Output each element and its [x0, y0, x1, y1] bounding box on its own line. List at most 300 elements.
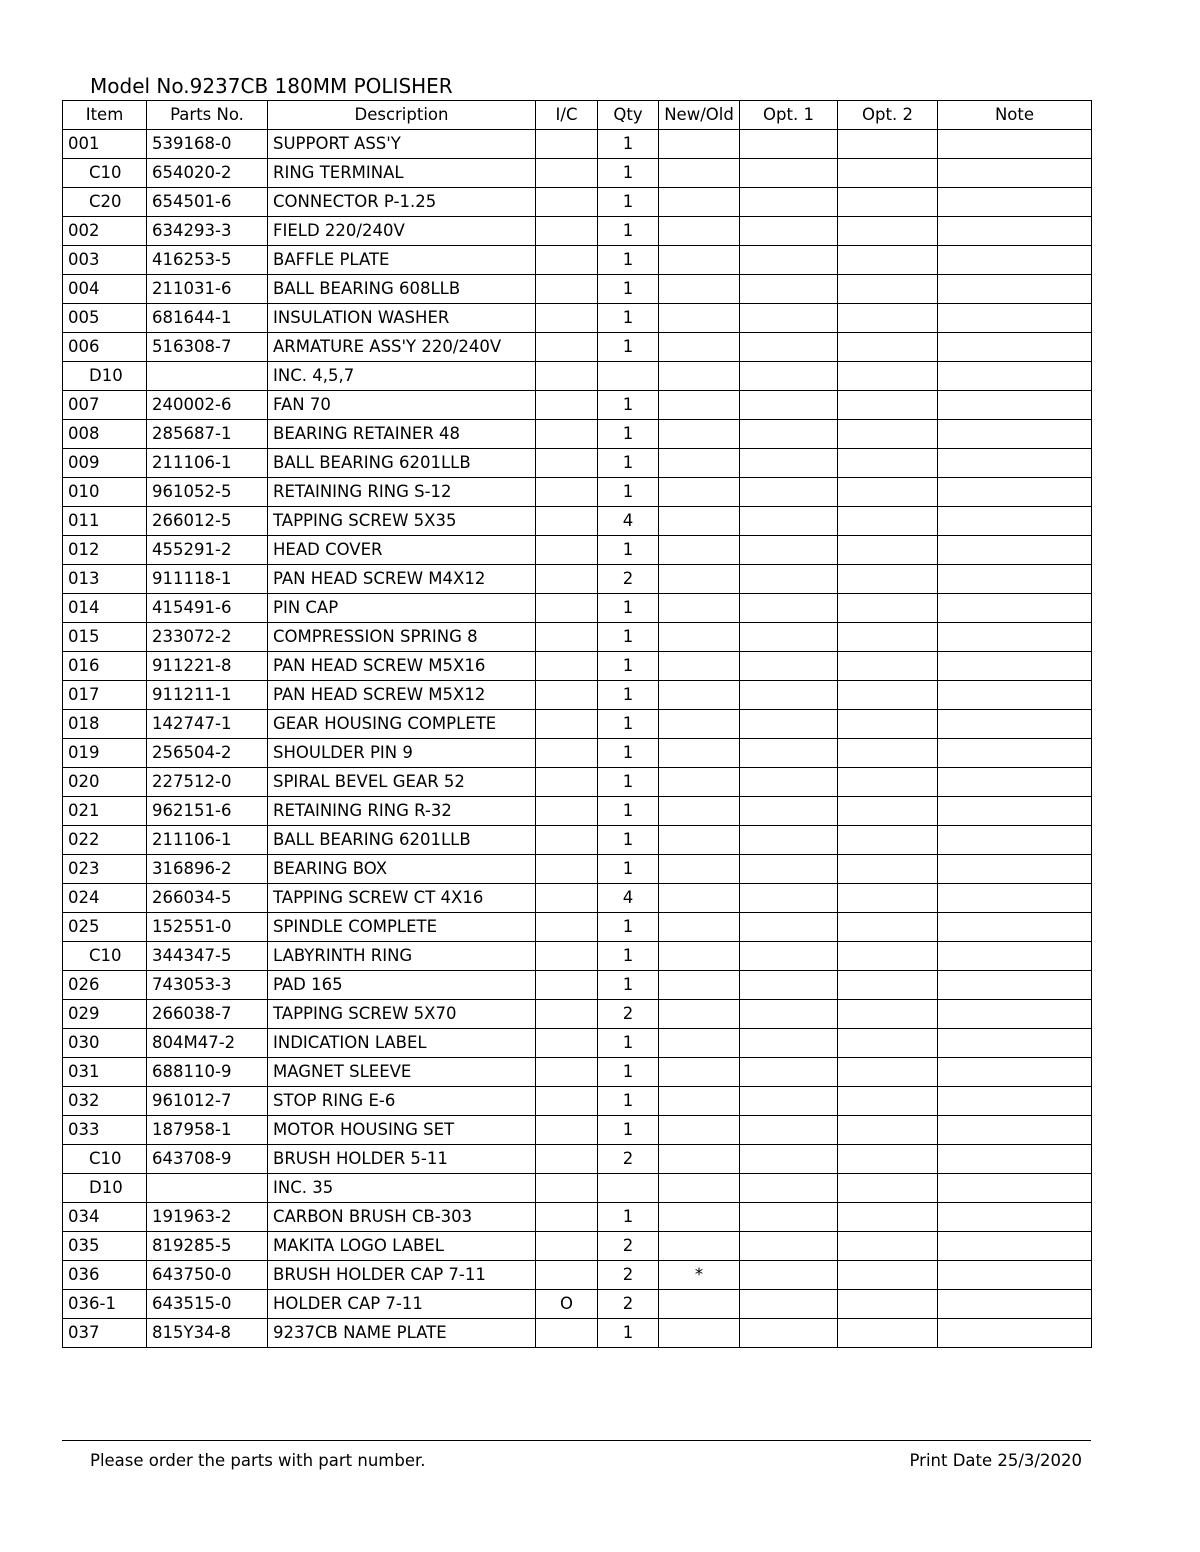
cell-opt-2 — [838, 1261, 938, 1290]
cell-description: INC. 4,5,7 — [268, 362, 536, 391]
cell-description: ARMATURE ASS'Y 220/240V — [268, 333, 536, 362]
cell-qty: 1 — [598, 739, 659, 768]
cell-opt-1 — [740, 420, 838, 449]
cell-parts-no: 142747-1 — [147, 710, 268, 739]
cell-description: PAN HEAD SCREW M5X12 — [268, 681, 536, 710]
cell-ic — [536, 217, 598, 246]
cell-item: 033 — [63, 1116, 147, 1145]
cell-parts-no: 654501-6 — [147, 188, 268, 217]
table-row — [63, 1203, 1092, 1232]
cell-opt-2 — [838, 565, 938, 594]
column-header-item: Item — [63, 101, 147, 130]
table-row — [63, 362, 1092, 391]
cell-item: 021 — [63, 797, 147, 826]
table-row — [63, 1319, 1092, 1348]
table-row — [63, 652, 1092, 681]
cell-new-old — [659, 391, 740, 420]
cell-new-old — [659, 565, 740, 594]
cell-qty: 1 — [598, 159, 659, 188]
cell-note — [938, 1087, 1092, 1116]
cell-opt-2 — [838, 1087, 938, 1116]
cell-qty: 1 — [598, 1058, 659, 1087]
table-row — [63, 913, 1092, 942]
cell-opt-1 — [740, 536, 838, 565]
cell-description: SUPPORT ASS'Y — [268, 130, 536, 159]
cell-opt-1 — [740, 710, 838, 739]
cell-description: BRUSH HOLDER 5-11 — [268, 1145, 536, 1174]
cell-opt-1 — [740, 623, 838, 652]
cell-qty: 1 — [598, 971, 659, 1000]
cell-note — [938, 130, 1092, 159]
cell-description: HEAD COVER — [268, 536, 536, 565]
column-header-qty: Qty — [598, 101, 659, 130]
cell-description: TAPPING SCREW 5X70 — [268, 1000, 536, 1029]
cell-description: FIELD 220/240V — [268, 217, 536, 246]
cell-parts-no: 654020-2 — [147, 159, 268, 188]
cell-ic — [536, 1000, 598, 1029]
cell-ic — [536, 159, 598, 188]
cell-note — [938, 623, 1092, 652]
cell-description: INSULATION WASHER — [268, 304, 536, 333]
table-row — [63, 623, 1092, 652]
cell-qty: 1 — [598, 942, 659, 971]
parts-table-body — [63, 130, 1092, 1348]
cell-item: 018 — [63, 710, 147, 739]
cell-qty: 1 — [598, 1029, 659, 1058]
table-row — [63, 449, 1092, 478]
cell-item: 006 — [63, 333, 147, 362]
cell-description: INC. 35 — [268, 1174, 536, 1203]
cell-note — [938, 362, 1092, 391]
cell-ic — [536, 536, 598, 565]
cell-note — [938, 681, 1092, 710]
table-row — [63, 1116, 1092, 1145]
cell-qty: 1 — [598, 1087, 659, 1116]
cell-qty: 1 — [598, 536, 659, 565]
cell-ic — [536, 1029, 598, 1058]
cell-ic — [536, 1116, 598, 1145]
cell-description: CONNECTOR P-1.25 — [268, 188, 536, 217]
cell-item: 016 — [63, 652, 147, 681]
cell-qty — [598, 362, 659, 391]
cell-parts-no: 240002-6 — [147, 391, 268, 420]
cell-opt-1 — [740, 1232, 838, 1261]
cell-parts-no: 316896-2 — [147, 855, 268, 884]
cell-opt-2 — [838, 246, 938, 275]
cell-item: C20 — [63, 188, 147, 217]
cell-parts-no — [147, 1174, 268, 1203]
cell-qty: 1 — [598, 623, 659, 652]
cell-qty: 2 — [598, 1000, 659, 1029]
cell-new-old — [659, 623, 740, 652]
cell-description: STOP RING E-6 — [268, 1087, 536, 1116]
cell-new-old — [659, 1203, 740, 1232]
cell-ic — [536, 623, 598, 652]
cell-opt-1 — [740, 304, 838, 333]
table-row — [63, 884, 1092, 913]
cell-opt-2 — [838, 768, 938, 797]
cell-new-old — [659, 768, 740, 797]
cell-qty: 2 — [598, 1232, 659, 1261]
cell-new-old — [659, 971, 740, 1000]
cell-parts-no: 211031-6 — [147, 275, 268, 304]
cell-parts-no — [147, 362, 268, 391]
cell-ic — [536, 768, 598, 797]
cell-note — [938, 159, 1092, 188]
table-row — [63, 1145, 1092, 1174]
cell-opt-1 — [740, 1290, 838, 1319]
cell-note — [938, 1174, 1092, 1203]
cell-item: 019 — [63, 739, 147, 768]
cell-opt-2 — [838, 420, 938, 449]
cell-ic — [536, 652, 598, 681]
cell-description: LABYRINTH RING — [268, 942, 536, 971]
cell-opt-1 — [740, 884, 838, 913]
cell-opt-1 — [740, 217, 838, 246]
cell-note — [938, 739, 1092, 768]
cell-item: 002 — [63, 217, 147, 246]
table-row — [63, 1174, 1092, 1203]
cell-new-old — [659, 536, 740, 565]
cell-opt-1 — [740, 478, 838, 507]
cell-ic — [536, 1087, 598, 1116]
cell-description: PAN HEAD SCREW M4X12 — [268, 565, 536, 594]
cell-note — [938, 333, 1092, 362]
cell-item: 010 — [63, 478, 147, 507]
table-row — [63, 217, 1092, 246]
cell-note — [938, 217, 1092, 246]
cell-opt-2 — [838, 739, 938, 768]
cell-description: BRUSH HOLDER CAP 7-11 — [268, 1261, 536, 1290]
cell-new-old — [659, 333, 740, 362]
cell-qty: 1 — [598, 304, 659, 333]
cell-note — [938, 1290, 1092, 1319]
cell-description: BALL BEARING 6201LLB — [268, 449, 536, 478]
cell-item: 034 — [63, 1203, 147, 1232]
cell-opt-1 — [740, 1145, 838, 1174]
cell-new-old — [659, 1116, 740, 1145]
cell-opt-1 — [740, 362, 838, 391]
cell-opt-2 — [838, 478, 938, 507]
table-row — [63, 1058, 1092, 1087]
cell-new-old — [659, 1232, 740, 1261]
cell-new-old — [659, 420, 740, 449]
cell-ic — [536, 188, 598, 217]
cell-new-old — [659, 217, 740, 246]
cell-opt-2 — [838, 1232, 938, 1261]
cell-opt-1 — [740, 739, 838, 768]
cell-item: 015 — [63, 623, 147, 652]
cell-item: 025 — [63, 913, 147, 942]
cell-opt-2 — [838, 333, 938, 362]
cell-description: FAN 70 — [268, 391, 536, 420]
cell-qty: 1 — [598, 188, 659, 217]
cell-description: CARBON BRUSH CB-303 — [268, 1203, 536, 1232]
cell-note — [938, 826, 1092, 855]
cell-new-old — [659, 855, 740, 884]
cell-ic — [536, 275, 598, 304]
cell-item: D10 — [63, 1174, 147, 1203]
cell-new-old — [659, 304, 740, 333]
cell-opt-1 — [740, 507, 838, 536]
cell-note — [938, 1145, 1092, 1174]
cell-description: MOTOR HOUSING SET — [268, 1116, 536, 1145]
cell-qty: 1 — [598, 1116, 659, 1145]
cell-opt-2 — [838, 1203, 938, 1232]
table-row — [63, 565, 1092, 594]
cell-ic — [536, 1145, 598, 1174]
cell-new-old — [659, 507, 740, 536]
cell-qty: 1 — [598, 826, 659, 855]
cell-opt-2 — [838, 826, 938, 855]
cell-qty — [598, 1174, 659, 1203]
cell-note — [938, 188, 1092, 217]
table-row — [63, 478, 1092, 507]
table-row — [63, 710, 1092, 739]
cell-parts-no: 643750-0 — [147, 1261, 268, 1290]
cell-opt-1 — [740, 855, 838, 884]
cell-opt-2 — [838, 304, 938, 333]
cell-note — [938, 478, 1092, 507]
cell-note — [938, 507, 1092, 536]
cell-qty: 1 — [598, 710, 659, 739]
cell-item: 031 — [63, 1058, 147, 1087]
cell-opt-2 — [838, 536, 938, 565]
table-row — [63, 942, 1092, 971]
cell-opt-1 — [740, 768, 838, 797]
cell-note — [938, 710, 1092, 739]
cell-opt-1 — [740, 565, 838, 594]
cell-ic — [536, 855, 598, 884]
table-row — [63, 333, 1092, 362]
column-header-note: Note — [938, 101, 1092, 130]
cell-new-old — [659, 478, 740, 507]
table-row — [63, 739, 1092, 768]
cell-opt-2 — [838, 942, 938, 971]
cell-description: BALL BEARING 6201LLB — [268, 826, 536, 855]
cell-description: BAFFLE PLATE — [268, 246, 536, 275]
cell-opt-1 — [740, 797, 838, 826]
cell-new-old — [659, 1319, 740, 1348]
column-header-parts-no: Parts No. — [147, 101, 268, 130]
cell-parts-no: 152551-0 — [147, 913, 268, 942]
cell-new-old — [659, 1290, 740, 1319]
cell-parts-no: 266038-7 — [147, 1000, 268, 1029]
column-header-description: Description — [268, 101, 536, 130]
cell-opt-2 — [838, 681, 938, 710]
cell-parts-no: 285687-1 — [147, 420, 268, 449]
footer-divider — [62, 1440, 1091, 1441]
cell-item: 013 — [63, 565, 147, 594]
cell-new-old — [659, 1000, 740, 1029]
cell-opt-2 — [838, 1319, 938, 1348]
cell-parts-no: 962151-6 — [147, 797, 268, 826]
cell-note — [938, 971, 1092, 1000]
cell-new-old: * — [659, 1261, 740, 1290]
cell-parts-no: 211106-1 — [147, 449, 268, 478]
table-row — [63, 855, 1092, 884]
cell-item: 007 — [63, 391, 147, 420]
cell-item: 037 — [63, 1319, 147, 1348]
cell-parts-no: 266012-5 — [147, 507, 268, 536]
cell-item: 029 — [63, 1000, 147, 1029]
cell-note — [938, 275, 1092, 304]
cell-opt-1 — [740, 1174, 838, 1203]
table-row — [63, 826, 1092, 855]
cell-opt-1 — [740, 1116, 838, 1145]
cell-description: PIN CAP — [268, 594, 536, 623]
cell-item: 005 — [63, 304, 147, 333]
cell-qty: 4 — [598, 507, 659, 536]
table-header-row — [63, 101, 1092, 130]
cell-opt-1 — [740, 188, 838, 217]
cell-ic — [536, 681, 598, 710]
cell-qty: 1 — [598, 652, 659, 681]
table-row — [63, 971, 1092, 1000]
cell-opt-2 — [838, 1029, 938, 1058]
cell-item: 004 — [63, 275, 147, 304]
cell-qty: 1 — [598, 1319, 659, 1348]
cell-item: 009 — [63, 449, 147, 478]
cell-qty: 2 — [598, 1290, 659, 1319]
cell-item: C10 — [63, 1145, 147, 1174]
cell-parts-no: 815Y34-8 — [147, 1319, 268, 1348]
cell-item: 001 — [63, 130, 147, 159]
cell-opt-1 — [740, 333, 838, 362]
page-title: Model No.9237CB 180MM POLISHER — [90, 74, 453, 98]
cell-opt-1 — [740, 971, 838, 1000]
cell-parts-no: 211106-1 — [147, 826, 268, 855]
cell-description: BEARING BOX — [268, 855, 536, 884]
cell-opt-1 — [740, 652, 838, 681]
cell-note — [938, 1058, 1092, 1087]
cell-item: 020 — [63, 768, 147, 797]
cell-opt-2 — [838, 130, 938, 159]
column-header-new-old: New/Old — [659, 101, 740, 130]
cell-item: 012 — [63, 536, 147, 565]
cell-opt-1 — [740, 246, 838, 275]
cell-opt-2 — [838, 362, 938, 391]
cell-note — [938, 1000, 1092, 1029]
table-row — [63, 159, 1092, 188]
cell-description: RETAINING RING R-32 — [268, 797, 536, 826]
cell-parts-no: 911118-1 — [147, 565, 268, 594]
cell-ic — [536, 1232, 598, 1261]
cell-description: PAD 165 — [268, 971, 536, 1000]
cell-opt-2 — [838, 449, 938, 478]
column-header-opt-2: Opt. 2 — [838, 101, 938, 130]
cell-qty: 1 — [598, 478, 659, 507]
cell-opt-1 — [740, 1319, 838, 1348]
footer-note: Please order the parts with part number. — [90, 1451, 426, 1470]
cell-parts-no: 539168-0 — [147, 130, 268, 159]
cell-opt-1 — [740, 1203, 838, 1232]
cell-new-old — [659, 1058, 740, 1087]
cell-ic — [536, 130, 598, 159]
cell-item: 003 — [63, 246, 147, 275]
cell-ic — [536, 565, 598, 594]
cell-opt-1 — [740, 130, 838, 159]
cell-parts-no: 266034-5 — [147, 884, 268, 913]
cell-qty: 1 — [598, 1203, 659, 1232]
cell-note — [938, 1116, 1092, 1145]
cell-description: RETAINING RING S-12 — [268, 478, 536, 507]
table-row — [63, 1000, 1092, 1029]
cell-opt-1 — [740, 275, 838, 304]
cell-note — [938, 1261, 1092, 1290]
cell-ic — [536, 710, 598, 739]
table-row — [63, 304, 1092, 333]
cell-description: RING TERMINAL — [268, 159, 536, 188]
cell-new-old — [659, 275, 740, 304]
cell-opt-2 — [838, 217, 938, 246]
cell-qty: 2 — [598, 1145, 659, 1174]
cell-parts-no: 961012-7 — [147, 1087, 268, 1116]
cell-new-old — [659, 246, 740, 275]
cell-opt-2 — [838, 797, 938, 826]
cell-description: SPINDLE COMPLETE — [268, 913, 536, 942]
cell-new-old — [659, 826, 740, 855]
cell-new-old — [659, 710, 740, 739]
cell-item: 011 — [63, 507, 147, 536]
cell-description: PAN HEAD SCREW M5X16 — [268, 652, 536, 681]
cell-parts-no: 455291-2 — [147, 536, 268, 565]
cell-description: 9237CB NAME PLATE — [268, 1319, 536, 1348]
cell-description: COMPRESSION SPRING 8 — [268, 623, 536, 652]
cell-ic — [536, 1174, 598, 1203]
cell-parts-no: 643515-0 — [147, 1290, 268, 1319]
cell-qty: 1 — [598, 420, 659, 449]
cell-parts-no: 187958-1 — [147, 1116, 268, 1145]
cell-qty: 1 — [598, 391, 659, 420]
cell-item: 014 — [63, 594, 147, 623]
cell-opt-1 — [740, 391, 838, 420]
cell-new-old — [659, 594, 740, 623]
cell-opt-2 — [838, 623, 938, 652]
cell-item: 036 — [63, 1261, 147, 1290]
parts-table — [62, 100, 1092, 1348]
cell-opt-2 — [838, 1116, 938, 1145]
cell-opt-1 — [740, 826, 838, 855]
cell-new-old — [659, 1174, 740, 1203]
cell-description: MAGNET SLEEVE — [268, 1058, 536, 1087]
cell-qty: 1 — [598, 913, 659, 942]
table-row — [63, 1290, 1092, 1319]
cell-description: BEARING RETAINER 48 — [268, 420, 536, 449]
cell-qty: 1 — [598, 681, 659, 710]
cell-note — [938, 565, 1092, 594]
cell-note — [938, 304, 1092, 333]
cell-parts-no: 911211-1 — [147, 681, 268, 710]
cell-parts-no: 804M47-2 — [147, 1029, 268, 1058]
cell-new-old — [659, 362, 740, 391]
cell-opt-1 — [740, 449, 838, 478]
cell-note — [938, 246, 1092, 275]
cell-note — [938, 652, 1092, 681]
cell-opt-1 — [740, 1261, 838, 1290]
cell-description: GEAR HOUSING COMPLETE — [268, 710, 536, 739]
cell-new-old — [659, 1145, 740, 1174]
table-row — [63, 536, 1092, 565]
cell-opt-2 — [838, 710, 938, 739]
cell-parts-no: 256504-2 — [147, 739, 268, 768]
cell-opt-2 — [838, 1290, 938, 1319]
cell-parts-no: 634293-3 — [147, 217, 268, 246]
cell-ic: O — [536, 1290, 598, 1319]
cell-qty: 1 — [598, 594, 659, 623]
cell-item: 008 — [63, 420, 147, 449]
cell-item: 017 — [63, 681, 147, 710]
